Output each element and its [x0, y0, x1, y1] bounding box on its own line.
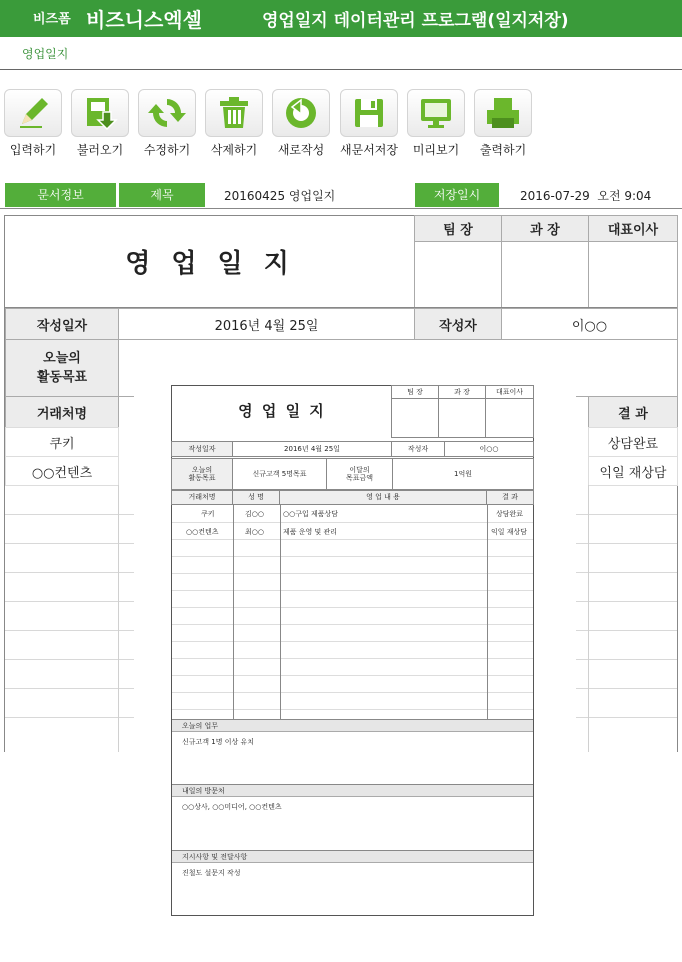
result-header: 결 과 [588, 396, 678, 428]
approval-box[interactable] [501, 241, 589, 308]
preview-author-value: 이○○ [444, 441, 534, 457]
preview-month-line: 이달의 [349, 465, 370, 474]
preview-tomorrow-label: 내일의 방문처 [172, 784, 533, 797]
pencil-icon [14, 94, 52, 132]
preview-month-value: 1억원 [392, 458, 534, 490]
approval-box[interactable] [588, 241, 678, 308]
client-cell[interactable]: ○○컨텐츠 [5, 456, 119, 486]
preview-instructions-value: 진철도 설문지 작성 [182, 869, 241, 877]
preview-today-work-label: 오늘의 업무 [172, 719, 533, 732]
breadcrumb[interactable]: 영업일지 [22, 47, 69, 61]
preview-approval: 팀 장 [391, 385, 439, 399]
preview-goal-line: 오늘의 [191, 465, 213, 474]
preview-approval: 대표이사 [485, 385, 534, 399]
brand-small: 비즈폼 [33, 12, 71, 27]
sheet-title: 영 업 일 지 [125, 249, 295, 279]
date-value[interactable]: 2016년 4월 25일 [118, 308, 415, 340]
author-value[interactable]: 이○○ [501, 308, 678, 340]
preview-name-cell: 최○○ [245, 528, 264, 536]
preview-name-header: 성 명 [232, 490, 280, 505]
preview-month-label [326, 458, 393, 490]
app-header [0, 0, 682, 37]
preview-date-label: 작성일자 [171, 441, 233, 457]
preview-today-work-value: 신규고객 1명 이상 유치 [182, 738, 254, 746]
brand-large: 비즈니스엑셀 [86, 8, 202, 32]
preview-date-value: 2016년 4월 25일 [232, 441, 392, 457]
divider [0, 208, 682, 209]
refresh-icon [148, 94, 186, 132]
preview-content-header: 영 업 내 용 [279, 490, 487, 505]
goal-label-line: 오늘의 [43, 350, 81, 366]
new-button[interactable] [272, 89, 330, 158]
preview-instructions-label: 지시사항 및 전달사항 [172, 850, 533, 863]
preview-client-cell: ○○컨텐츠 [186, 528, 219, 536]
input-label: 입력하기 [9, 143, 57, 157]
reload-icon [282, 94, 320, 132]
preview-result-cell: 상담완료 [496, 510, 524, 518]
divider [0, 69, 682, 70]
preview-goal-label [171, 458, 233, 490]
preview-name-cell: 김○○ [245, 510, 264, 518]
preview-goal-line: 활동목표 [188, 474, 216, 482]
saved-value: 2016-07-29 오전 9:04 [520, 189, 652, 203]
trash-icon [215, 94, 253, 132]
approval-ceo: 대표이사 [588, 215, 678, 242]
print-label: 출력하기 [479, 143, 527, 157]
preview-client-cell: 쿠키 [201, 510, 215, 518]
subject-tag: 제목 [119, 183, 205, 207]
preview-approval: 과 장 [438, 385, 486, 399]
preview-button[interactable] [407, 89, 465, 158]
preview-label: 미리보기 [412, 143, 460, 157]
goal-label-line: 활동목표 [36, 370, 88, 385]
preview-title: 영 업 일 지 [238, 402, 326, 421]
preview-result-cell: 익일 재상담 [491, 528, 528, 536]
preview-client-header: 거래처명 [171, 490, 233, 505]
date-label: 작성일자 [5, 308, 119, 340]
preview-month-line: 목표금액 [345, 474, 374, 482]
edit-label: 수정하기 [143, 143, 191, 157]
app-title: 영업일지 데이터관리 프로그램(일지저장) [262, 11, 569, 31]
result-cell[interactable]: 익일 재상담 [588, 456, 678, 486]
input-button[interactable] [4, 89, 62, 158]
preview-author-label: 작성자 [391, 441, 445, 457]
preview-goal-value: 신규고객 5명목표 [232, 458, 327, 490]
client-cell[interactable]: 쿠키 [5, 427, 119, 457]
print-preview-document [171, 385, 534, 916]
goal-label [5, 339, 119, 397]
delete-label: 삭제하기 [210, 143, 258, 157]
preview-tomorrow-value: ○○상사, ○○미디어, ○○컨텐츠 [182, 803, 282, 811]
print-icon [484, 94, 522, 132]
monitor-icon [417, 94, 455, 132]
preview-result-header: 결 과 [486, 490, 534, 505]
print-button[interactable] [474, 89, 532, 158]
new-label: 새로작성 [277, 143, 325, 157]
download-icon [81, 94, 119, 132]
preview-content-cell: ○○구입 제품상담 [283, 510, 339, 518]
load-button[interactable] [71, 89, 129, 158]
author-label: 작성자 [414, 308, 502, 340]
delete-button[interactable] [205, 89, 263, 158]
approval-team-lead: 팀 장 [414, 215, 502, 242]
preview-approval-box [391, 398, 439, 438]
result-cell[interactable]: 상담완료 [588, 427, 678, 457]
subject-value[interactable]: 20160425 영업일지 [224, 189, 336, 203]
save-new-label: 새문서저장 [340, 143, 398, 157]
doc-info-tag: 문서정보 [5, 183, 116, 207]
saved-tag: 저장일시 [415, 183, 499, 207]
save-new-button[interactable] [340, 89, 398, 158]
approval-manager: 과 장 [501, 215, 589, 242]
preview-approval-box [485, 398, 534, 438]
client-header: 거래처명 [5, 396, 119, 428]
approval-box[interactable] [414, 241, 502, 308]
save-icon [350, 94, 388, 132]
preview-approval-box [438, 398, 486, 438]
edit-button[interactable] [138, 89, 196, 158]
preview-content-cell: 제품 운영 및 관리 [283, 528, 338, 536]
load-label: 불러오기 [76, 143, 124, 157]
document-info-bar [0, 183, 682, 208]
